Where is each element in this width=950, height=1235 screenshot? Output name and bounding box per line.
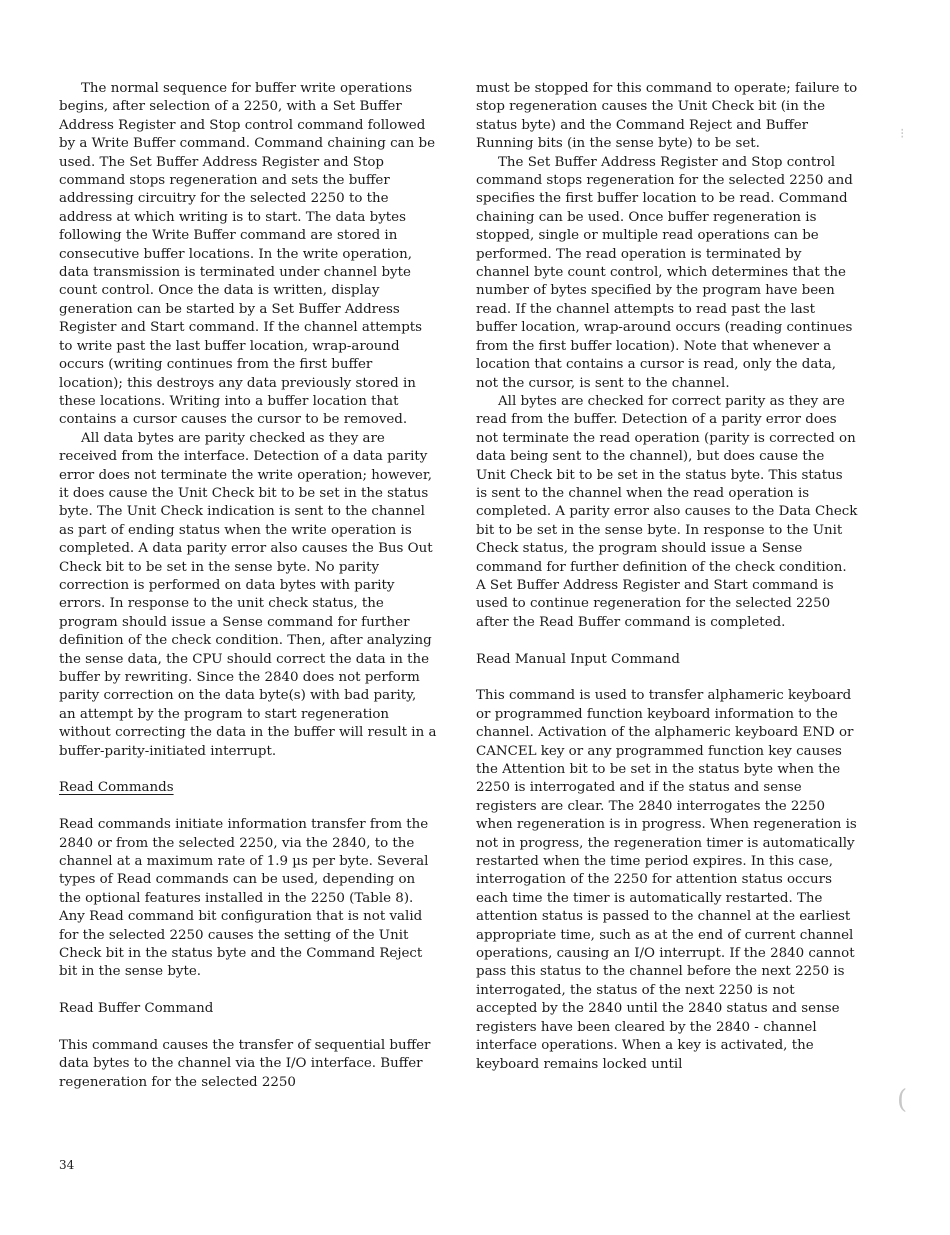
paragraph-read-buffer-intro: This command causes the transfer of sequential buffer data bytes to the channel via the I/O interface. Buffer regeneration for the selected 2250 — [59, 1038, 431, 1090]
paragraph-read-parity-check: All bytes are checked for correct parity as they are read from the buffer. Detection of a parity error does not terminate the read operation (parity is corrected on data being sent to the channel), but does cause the Unit Check bit to be set in the status byte. This status is sent to the channel when the read operation is completed. A parity error also causes to the Data Check bit to be set in the sense byte. In response to the Unit Check status, the program should issue a Sense command for further definition of the check condition. A Set Buffer Address Register and Start command is used to continue regeneration for the selected 2250 after the Read Buffer command is completed. — [476, 393, 858, 630]
paragraph-regeneration-stop: must be stopped for this command to operate; failure to stop regeneration causes the Unit Check bit (in the status byte) and the Command Reject and Buffer Running bits (in the sense byte) to be set. — [476, 81, 858, 152]
heading-read-commands-text: Read Commands — [59, 780, 174, 796]
scan-artifact-mark: ( — [897, 1085, 908, 1115]
left-column — [59, 80, 437, 1092]
paragraph-read-commands: Read commands initiate information transfer from the 2840 or from the selected 2250, via the 2840, to the channel at a maximum rate of 1.9 µs per byte. Several types of Read commands can be used, depending on the optional features installed in the 2250 (Table 8). Any Read command bit configuration that is not valid for the selected 2250 causes the setting of the Unit Check bit in the status byte and the Command Reject bit in the sense byte. — [59, 817, 429, 980]
paragraph-write-parity-check: All data bytes are parity checked as they are received from the interface. Detection of a data parity error does not terminate the write operation; however, it does cause the Unit Check bit to be set in the status byte. The Unit Check indication is sent to the channel as part of ending status when the write operation is completed. A data parity error also causes the Bus Out Check bit to be set in the sense byte. No parity correction is performed on data bytes with parity errors. In response to the unit check status, the program should issue a Sense command for further definition of the check condition. Then, after analyzing the sense data, the CPU should correct the data in the buffer by rewriting. Since the 2840 does not perform parity correction on the data byte(s) with bad parity, an attempt by the program to start regeneration without correcting the data in the buffer will result in a buffer-parity-initiated interrupt. — [59, 430, 437, 759]
right-column — [476, 80, 858, 1074]
paragraph-buffer-write-sequence: The normal sequence for buffer write operations begins, after selection of a 2250, with a Set Buffer Address Register and Stop control command followed by a Write Buffer command. Command chaining can be used. The Set Buffer Address Register and Stop command stops regeneration and sets the buffer addressing circuitry for the selected 2250 to the address at which writing is to start. The data bytes following the Write Buffer command are stored in consecutive buffer locations. In the write operation, data transmission is terminated under channel byte count control. Once the data is written, display generation can be started by a Set Buffer Address Register and Start command. If the channel attempts to write past the last buffer location, wrap-around occurs (writing continues from the first buffer location); this destroys any data previously stored in these locations. Writing into a buffer location that contains a cursor causes the cursor to be removed. — [59, 81, 435, 428]
heading-read-buffer-command: Read Buffer Command — [59, 1001, 214, 1017]
scan-artifact-mark: ⁝ — [900, 126, 905, 142]
heading-read-commands — [59, 779, 437, 797]
heading-read-manual-input-command: Read Manual Input Command — [476, 651, 680, 667]
page-number: 34 — [59, 1158, 75, 1172]
paragraph-set-buffer-address-stop: The Set Buffer Address Register and Stop control command stops regeneration for the selected 2250 and specifies the first buffer location to be read. Command chaining can be used. Once buffer regeneration is stopped, single or multiple read operations can be performed. The read operation is terminated by channel byte count control, which determines that the number of bytes specified by the program have been read. If the channel attempts to read past the last buffer location, wrap-around occurs (reading continues from the first buffer location). Note that whenever a location that contains a cursor is read, only the data, not the cursor, is sent to the channel. — [476, 154, 853, 391]
paragraph-read-manual-input: This command is used to transfer alphameric keyboard or programmed function keyboard information to the channel. Activation of the alphameric keyboard END or CANCEL key or any programmed function key causes the Attention bit to be set in the status byte when the 2250 is interrogated and if the status and sense registers are clear. The 2840 interrogates the 2250 when regeneration is in progress. When regeneration is not in progress, the regeneration timer is automatically restarted when the time period expires. In this case, interrogation of the 2250 for attention status occurs each time the timer is automatically restarted. The attention status is passed to the channel at the earliest appropriate time, such as at the end of current channel operations, causing an I/O interrupt. If the 2840 cannot pass this status to the channel before the next 2250 is interrogated, the status of the next 2250 is not accepted by the 2840 until the 2840 status and sense registers have been cleared by the 2840 - channel interface operations. When a key is activated, the keyboard remains locked until — [476, 688, 857, 1072]
